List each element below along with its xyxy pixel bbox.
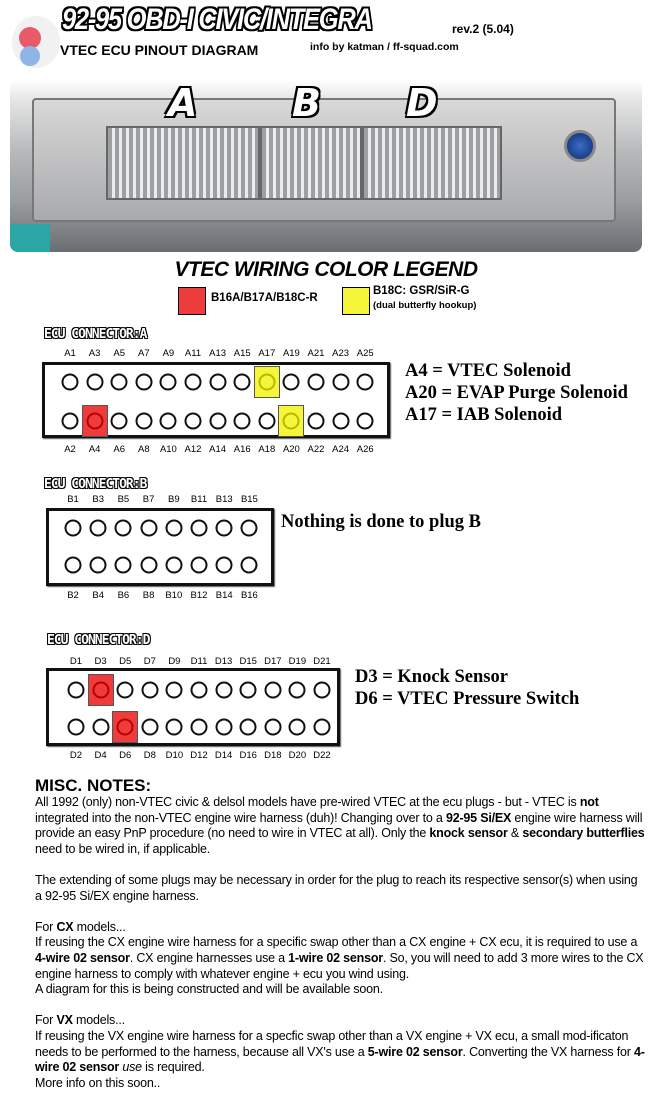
pin-label-d19: D19 bbox=[288, 656, 307, 667]
legend-note-yellow: (dual butterfly hookup) bbox=[373, 300, 477, 311]
pin-a15 bbox=[234, 374, 251, 391]
note-text: . Converting the VX harness for bbox=[462, 1044, 635, 1059]
pin-a6 bbox=[111, 413, 128, 430]
pin-label-a26: A26 bbox=[356, 444, 374, 455]
pin-label-d3: D3 bbox=[94, 656, 107, 667]
page-subtitle: VTEC ECU PINOUT DIAGRAM bbox=[60, 42, 259, 58]
credit-text: info by katman / ff-squad.com bbox=[310, 41, 459, 53]
pin-label-a5: A5 bbox=[113, 348, 125, 359]
pin-b1 bbox=[65, 520, 82, 537]
pin-a19 bbox=[283, 374, 300, 391]
note-text: need to be wired in, if applicable. bbox=[35, 841, 211, 856]
pin-label-b8: B8 bbox=[142, 590, 155, 601]
connector-d-label: ECU CONNECTOR:D bbox=[47, 633, 150, 648]
note-text: knock sensor bbox=[429, 826, 508, 841]
pin-label-b7: B7 bbox=[142, 494, 155, 505]
desc-d6: D6 = VTEC Pressure Switch bbox=[355, 689, 580, 709]
note-text: 1-wire 02 sensor bbox=[288, 950, 383, 965]
pin-label-b1: B1 bbox=[67, 494, 79, 505]
pin-d12 bbox=[191, 719, 208, 736]
connector-a-descriptions bbox=[405, 360, 628, 426]
pin-label-a23: A23 bbox=[332, 348, 350, 359]
pin-label-d20: D20 bbox=[288, 750, 307, 761]
connector-b-housing bbox=[46, 508, 274, 586]
pin-label-b6: B6 bbox=[117, 590, 130, 601]
pin-a5 bbox=[111, 374, 128, 391]
pin-d22 bbox=[314, 719, 331, 736]
note-text: secondary butterflies bbox=[522, 826, 645, 841]
pin-label-a18: A18 bbox=[258, 444, 276, 455]
pin-a22 bbox=[308, 413, 325, 430]
pin-d3 bbox=[92, 682, 109, 699]
note-text: engine wire harness will provide an easy PnP procedure (no need to wire in VTEC at all). Only the bbox=[35, 810, 643, 841]
pin-b3 bbox=[90, 520, 107, 537]
pin-d2 bbox=[68, 719, 85, 736]
pin-label-b2: B2 bbox=[67, 590, 79, 601]
pin-a23 bbox=[332, 374, 349, 391]
pin-a4 bbox=[86, 413, 103, 430]
pin-label-d6: D6 bbox=[119, 750, 132, 761]
pin-label-b12: B12 bbox=[190, 590, 208, 601]
note-paragraph bbox=[35, 920, 647, 998]
pin-label-a9: A9 bbox=[162, 348, 175, 359]
pin-label-d17: D17 bbox=[264, 656, 282, 667]
connector-d-photo bbox=[362, 126, 502, 200]
desc-a20: A20 = EVAP Purge Solenoid bbox=[405, 383, 628, 403]
pin-a18 bbox=[258, 413, 275, 430]
pin-d15 bbox=[240, 682, 257, 699]
connector-d-descriptions bbox=[355, 666, 579, 710]
pin-label-d21: D21 bbox=[313, 656, 331, 667]
note-text: not bbox=[579, 795, 599, 809]
legend-title: VTEC WIRING COLOR LEGEND bbox=[174, 258, 478, 281]
pin-label-d2: D2 bbox=[69, 750, 83, 761]
pin-a20 bbox=[283, 413, 300, 430]
pin-label-b16: B16 bbox=[240, 590, 258, 601]
note-text: If reusing the CX engine wire harness for a specific swap other than a CX engine + CX ecu, it is required to use a bbox=[35, 935, 638, 950]
ecu-photo bbox=[10, 80, 642, 252]
pin-label-a12: A12 bbox=[184, 444, 202, 455]
note-text: models... bbox=[73, 919, 126, 934]
pin-a26 bbox=[357, 413, 374, 430]
pin-b16 bbox=[241, 557, 258, 574]
note-text: All 1992 (only) non-VTEC civic & delsol models have pre-wired VTEC at the ecu plugs - but - VTEC is bbox=[35, 795, 580, 809]
pin-label-a1: A1 bbox=[64, 348, 76, 359]
notes-title: MISC. NOTES: bbox=[35, 776, 152, 795]
pin-a7 bbox=[135, 374, 152, 391]
note-text: The extending of some plugs may be necessary in order for the plug to reach its respective sensor(s) when using a 92-95 Si/EX engine harness. bbox=[35, 872, 638, 903]
pin-label-a8: A8 bbox=[137, 444, 150, 455]
pin-a16 bbox=[234, 413, 251, 430]
note-text: use bbox=[122, 1060, 142, 1075]
desc-a17: A17 = IAB Solenoid bbox=[405, 405, 563, 425]
pin-d21 bbox=[314, 682, 331, 699]
pin-a9 bbox=[160, 374, 177, 391]
pin-d17 bbox=[264, 682, 281, 699]
note-text: CX bbox=[56, 919, 74, 934]
connector-a-photo bbox=[106, 126, 260, 200]
page-title: 92-95 OBD-I CIVIC/INTEGRA bbox=[62, 3, 372, 36]
pin-a24 bbox=[332, 413, 349, 430]
connector-b-label: ECU CONNECTOR:B bbox=[44, 477, 147, 492]
pin-a25 bbox=[357, 374, 374, 391]
pin-label-d15: D15 bbox=[239, 656, 257, 667]
pin-a13 bbox=[209, 374, 226, 391]
pin-label-b5: B5 bbox=[117, 494, 130, 505]
pin-label-d9: D9 bbox=[168, 656, 181, 667]
note-text: is required. bbox=[141, 1060, 205, 1075]
pin-a12 bbox=[185, 413, 202, 430]
pin-label-b13: B13 bbox=[215, 494, 233, 505]
pin-label-a11: A11 bbox=[184, 348, 202, 359]
note-text: . CX engine harnesses use a bbox=[129, 950, 289, 965]
pin-d14 bbox=[215, 719, 232, 736]
pin-a14 bbox=[209, 413, 226, 430]
pin-d13 bbox=[215, 682, 232, 699]
photo-letter-b: B bbox=[292, 81, 321, 125]
pin-d18 bbox=[264, 719, 281, 736]
pin-label-a4: A4 bbox=[88, 444, 101, 455]
connector-a-label: ECU CONNECTOR:A bbox=[44, 327, 147, 342]
pin-label-a17: A17 bbox=[258, 348, 276, 359]
notes-body bbox=[35, 795, 647, 1107]
desc-d3: D3 = Knock Sensor bbox=[355, 667, 508, 687]
pin-d7 bbox=[141, 682, 158, 699]
pin-b10 bbox=[165, 557, 182, 574]
pin-a17 bbox=[258, 374, 275, 391]
pin-label-a15: A15 bbox=[233, 348, 251, 359]
pin-d19 bbox=[289, 682, 306, 699]
pin-b14 bbox=[216, 557, 233, 574]
desc-plug-b: Nothing is done to plug B bbox=[281, 512, 481, 532]
pin-label-b11: B11 bbox=[190, 494, 208, 505]
pin-label-d11: D11 bbox=[190, 656, 208, 667]
pin-label-a6: A6 bbox=[113, 444, 125, 455]
pin-a8 bbox=[135, 413, 152, 430]
pin-a21 bbox=[308, 374, 325, 391]
note-text: VX bbox=[56, 1013, 73, 1028]
note-text: 92-95 Si/EX bbox=[445, 810, 512, 825]
pin-d20 bbox=[289, 719, 306, 736]
pin-b4 bbox=[90, 557, 107, 574]
pin-label-d18: D18 bbox=[264, 750, 282, 761]
pin-label-a14: A14 bbox=[209, 444, 227, 455]
note-text: . So, you will need to add 3 more wires to the CX engine harness to comply with whatever engine + ecu you wind using. bbox=[35, 950, 644, 981]
pin-d5 bbox=[117, 682, 134, 699]
pin-label-b4: B4 bbox=[92, 590, 104, 601]
pin-label-a3: A3 bbox=[88, 348, 101, 359]
pin-b2 bbox=[65, 557, 82, 574]
pin-b5 bbox=[115, 520, 132, 537]
pin-label-d10: D10 bbox=[165, 750, 184, 761]
note-paragraph bbox=[35, 795, 647, 857]
pin-label-d22: D22 bbox=[313, 750, 331, 761]
pin-label-a20: A20 bbox=[282, 444, 300, 455]
pin-a2 bbox=[62, 413, 79, 430]
note-paragraph bbox=[35, 1013, 647, 1091]
pin-d8 bbox=[141, 719, 158, 736]
pin-label-d7: D7 bbox=[143, 656, 156, 667]
pin-d16 bbox=[240, 719, 257, 736]
pin-label-b15: B15 bbox=[240, 494, 258, 505]
note-text: 4-wire 02 sensor bbox=[35, 950, 130, 965]
pin-a10 bbox=[160, 413, 177, 430]
legend-label-yellow: B18C: GSR/SiR-G bbox=[373, 285, 470, 297]
note-text: For bbox=[35, 1013, 57, 1028]
note-text: For bbox=[35, 919, 57, 934]
pin-label-b9: B9 bbox=[167, 494, 180, 505]
pin-label-d16: D16 bbox=[239, 750, 257, 761]
pin-b11 bbox=[191, 520, 208, 537]
pin-b15 bbox=[241, 520, 258, 537]
pin-label-d1: D1 bbox=[69, 656, 83, 667]
pin-d10 bbox=[166, 719, 183, 736]
pin-b7 bbox=[140, 520, 157, 537]
pin-label-a10: A10 bbox=[159, 444, 177, 455]
pin-d11 bbox=[191, 682, 208, 699]
note-text: & bbox=[507, 826, 523, 841]
pin-a3 bbox=[86, 374, 103, 391]
mascot-logo bbox=[8, 12, 60, 72]
photo-letter-a: A bbox=[168, 81, 198, 125]
pin-label-a25: A25 bbox=[356, 348, 374, 359]
photo-letter-d: D bbox=[406, 81, 438, 125]
legend-swatch-red bbox=[178, 287, 206, 315]
note-text: A diagram for this is being constructed and will be available soon. bbox=[35, 982, 383, 997]
legend-label-red: B16A/B17A/B18C-R bbox=[211, 292, 318, 304]
pin-b13 bbox=[216, 520, 233, 537]
screw-icon bbox=[564, 130, 596, 162]
pin-label-b10: B10 bbox=[165, 590, 183, 601]
note-text: 5-wire 02 sensor bbox=[367, 1044, 463, 1059]
note-paragraph bbox=[35, 873, 647, 904]
note-text: More info on this soon.. bbox=[35, 1075, 161, 1090]
pin-d1 bbox=[68, 682, 85, 699]
note-text: integrated into the non-VTEC engine wire harness (duh)! Changing over to a bbox=[35, 810, 446, 825]
ecu-body bbox=[32, 98, 616, 222]
pin-label-d12: D12 bbox=[190, 750, 208, 761]
pin-d9 bbox=[166, 682, 183, 699]
pin-label-a24: A24 bbox=[332, 444, 350, 455]
pin-a11 bbox=[185, 374, 202, 391]
pin-label-b14: B14 bbox=[215, 590, 233, 601]
pin-label-d14: D14 bbox=[214, 750, 233, 761]
pin-label-a21: A21 bbox=[307, 348, 325, 359]
pin-d4 bbox=[92, 719, 109, 736]
pin-label-d5: D5 bbox=[119, 656, 132, 667]
legend-swatch-yellow bbox=[342, 287, 370, 315]
connector-b-photo bbox=[260, 126, 362, 200]
note-text: models... bbox=[72, 1013, 125, 1028]
pin-b9 bbox=[165, 520, 182, 537]
note-text: If reusing the VX engine wire harness for a specfic swap other than a VX engine + VX ecu, a small mod-ificaton needs to be performed to the harness, because all VX's use a bbox=[35, 1028, 629, 1059]
pin-label-d4: D4 bbox=[94, 750, 107, 761]
pin-label-a13: A13 bbox=[209, 348, 227, 359]
pin-label-a7: A7 bbox=[137, 348, 150, 359]
pin-label-d8: D8 bbox=[143, 750, 156, 761]
pin-d6 bbox=[117, 719, 134, 736]
pin-label-a19: A19 bbox=[282, 348, 300, 359]
note-text: 4-wire 02 sensor bbox=[35, 1044, 645, 1075]
pin-label-a16: A16 bbox=[233, 444, 251, 455]
desc-a4: A4 = VTEC Solenoid bbox=[405, 361, 571, 381]
revision-label: rev.2 (5.04) bbox=[452, 22, 514, 36]
pin-b8 bbox=[140, 557, 157, 574]
pin-b12 bbox=[191, 557, 208, 574]
pin-label-a22: A22 bbox=[307, 444, 325, 455]
pin-a1 bbox=[62, 374, 79, 391]
pin-label-b3: B3 bbox=[92, 494, 104, 505]
pin-label-a2: A2 bbox=[64, 444, 76, 455]
pin-b6 bbox=[115, 557, 132, 574]
pin-label-d13: D13 bbox=[214, 656, 233, 667]
